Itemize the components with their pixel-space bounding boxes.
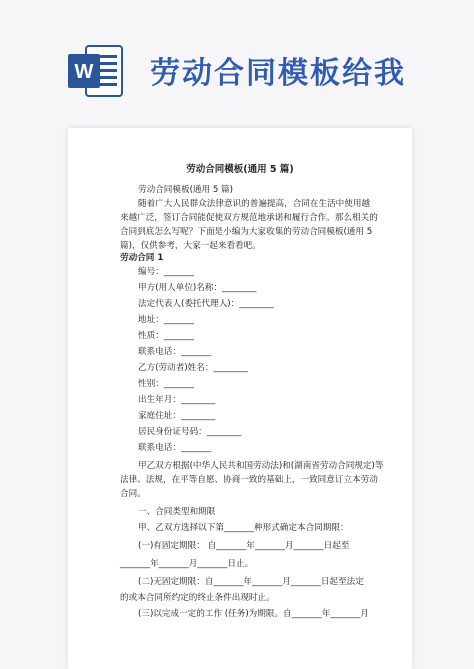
agreement-line: 法律、法规，在平等自愿、协商一致的基础上，一致同意订立本劳动 [120,475,378,485]
field-line: 联系电话：_______ [138,347,212,357]
document-body [68,128,412,669]
word-doc-icon [66,42,124,100]
field-line: 性质：_______ [138,331,194,341]
clause-line: 甲、乙双方选择以下第_______种形式确定本合同期限： [138,523,349,533]
field-line: 家庭住址：________ [138,411,216,421]
intro-line: 来越广泛，签订合同能促使双方规范地承诺和履行合作。那么相关的 [120,213,378,223]
field-line: 地址：_______ [138,315,194,325]
clause-line: 的或本合同所约定的终止条件出现时止。 [120,593,275,603]
banner [0,0,474,120]
field-line: 居民身份证号码：________ [138,427,242,437]
document-title: 劳动合同模板(通用 5 篇) [186,164,294,175]
field-line: 性别：_______ [138,379,194,389]
agreement-line: 合同。 [120,489,146,499]
section-heading: 劳动合同 1 [120,253,164,263]
clause-line: _______年_______月_______日止。 [120,559,254,569]
document-subtitle: 劳动合同模板(通用 5 篇) [138,185,233,195]
page-title: 劳动合同模板给我 [150,56,406,91]
agreement-line: 甲乙双方根据(中华人民共和国劳动法)和(湖南省劳动合同规定)等 [138,461,384,471]
field-line: 法定代表人(委托代理人)：________ [138,299,274,309]
intro-line: 合同到底怎么写呢？下面是小编为大家收集的劳动合同模板(通用 5 [120,227,373,237]
clause-line: (三)以完成一定的工作 (任务)为期限。自_______年_______月 [138,609,369,619]
word-logo-letter: W [74,61,94,83]
intro-line: 篇)，仅供参考，大家一起来看看吧。 [120,241,261,251]
field-line: 乙方(劳动者)姓名：________ [138,363,248,373]
field-line: 编号：_______ [138,267,194,277]
field-line: 出生年月：________ [138,395,216,405]
document-page [68,128,412,669]
clause-line: 一、合同类型和期限 [138,507,216,517]
clause-line: (二)无固定期限：自_______年_______月_______日起至法定 [138,577,364,587]
intro-line: 随着广大人民群众法律意识的普遍提高，合同在生活中使用越 [138,199,371,209]
field-line: 联系电话：_______ [138,443,212,453]
clause-line: (一)有固定期限： 自_______年_______月_______日起至 [138,541,350,551]
field-line: 甲方(用人单位)名称：________ [138,283,257,293]
